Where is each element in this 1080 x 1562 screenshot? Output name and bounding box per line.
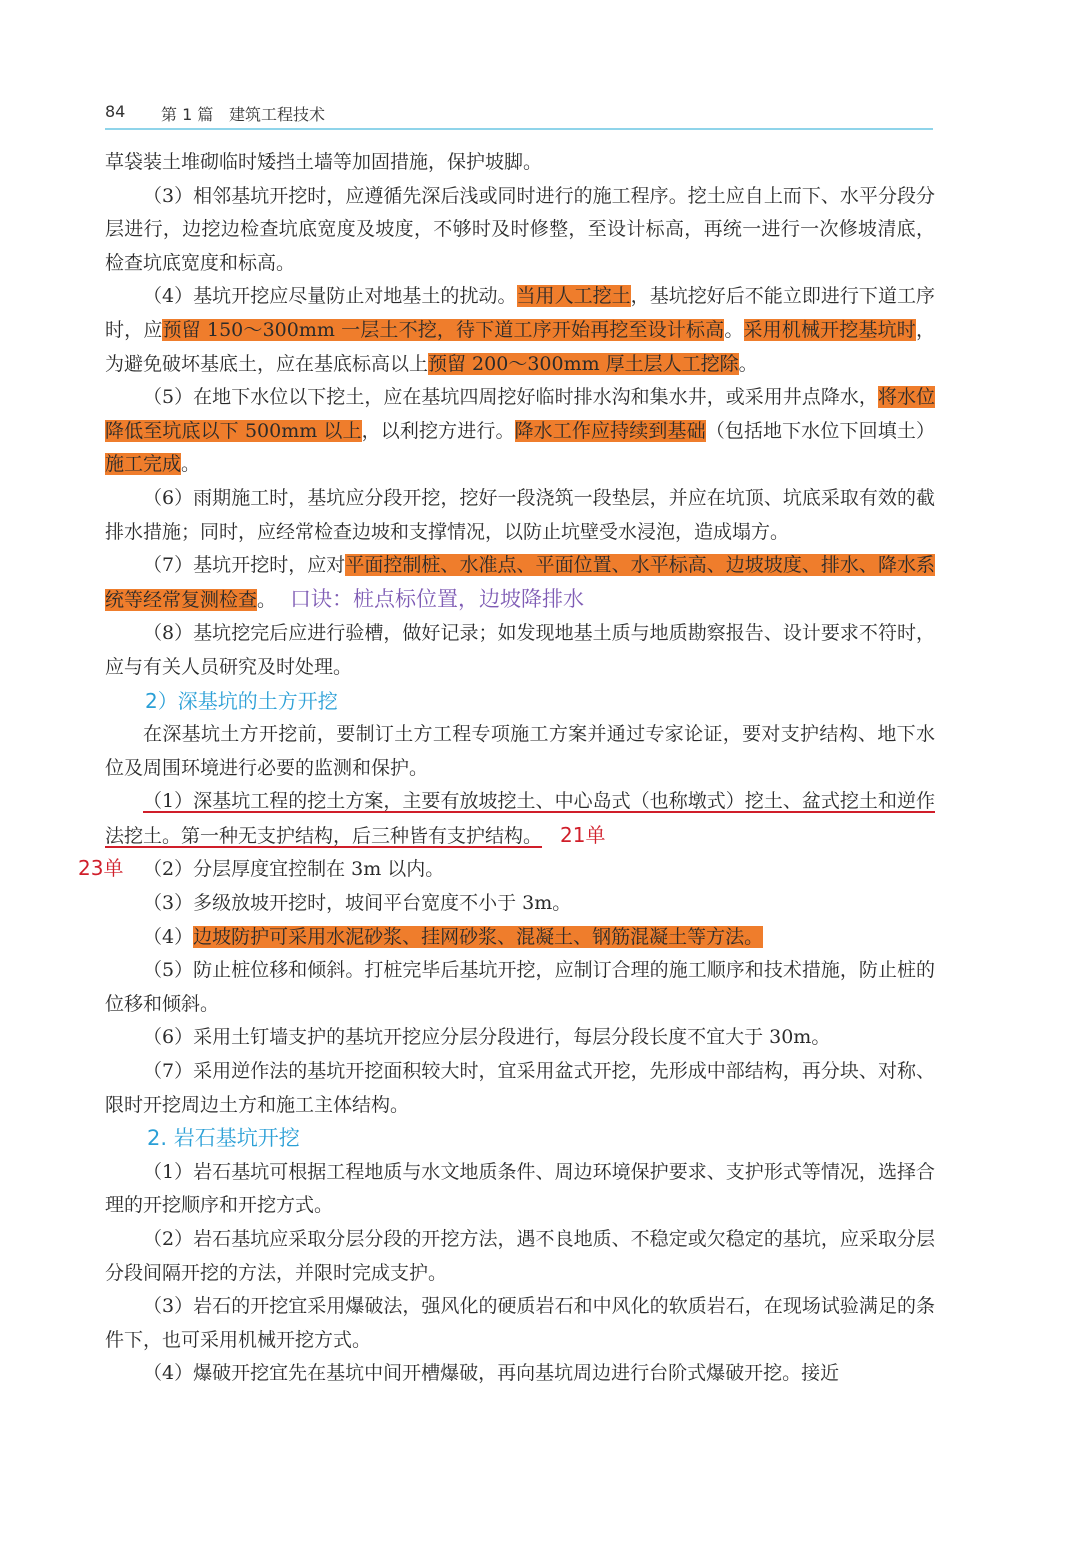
paragraph-rock-3: （3）岩石的开挖宜采用爆破法，强风化的硬质岩石和中风化的软质岩石，在现场试验满足的条件下，也可采用机械开挖方式。 <box>105 1295 935 1351</box>
text-run: 。 <box>724 318 744 341</box>
running-header <box>105 98 933 128</box>
highlight: 采用机械开挖基坑时 <box>743 318 916 341</box>
page-body <box>105 146 935 1391</box>
section-heading-deep-pit: 2）深基坑的土方开挖 <box>145 688 338 713</box>
paragraph-deep-3: （3）多级放坡开挖时，坡间平台宽度不小于 3m。 <box>143 892 572 915</box>
paragraph-rock-4: （4）爆破开挖宜先在基坑中间开槽爆破，再向基坑周边进行台阶式爆破开挖。接近 <box>143 1362 840 1385</box>
handwritten-note-21: 21单 <box>560 822 606 847</box>
part-title: 建筑工程技术 <box>229 105 326 124</box>
paragraph-rock-2: （2）岩石基坑应采取分层分段的开挖方法，遇不良地质、不稳定或欠稳定的基坑，应采取分层分段间隔开挖的方法，并限时完成支护。 <box>105 1228 935 1284</box>
highlight: 预留 150～300mm 一层土不挖，待下道工序开始再挖至设计标高 <box>162 318 725 341</box>
header-rule <box>105 128 933 130</box>
text-run: （5）在地下水位以下挖土，应在基坑四周挖好临时排水沟和集水井，或采用井点降水， <box>143 386 878 409</box>
paragraph-deep-intro: 在深基坑土方开挖前，要制订土方工程专项施工方案并通过专家论证，要对支护结构、地下水位及周围环境进行必要的监测和保护。 <box>105 723 935 779</box>
text-run: 。 <box>738 352 758 375</box>
text-run: ，为避免破坏基底土，应在基底标高以上 <box>105 318 935 375</box>
section-heading-rock-pit: 2. 岩石基坑开挖 <box>147 1126 300 1151</box>
paragraph-6: （6）雨期施工时，基坑应分段开挖，挖好一段浇筑一段垫层，并应在坑顶、坑底采取有效的截排水措施；同时，应经常检查边坡和支撑情况，以防止坑壁受水浸泡，造成塌方。 <box>105 486 935 543</box>
text-run: （4）基坑开挖应尽量防止对地基土的扰动。 <box>143 285 517 308</box>
handwritten-note-23: 23单 <box>78 856 124 880</box>
paragraph-5 <box>105 381 935 482</box>
red-underline: （1）深基坑工程的挖土方案，主要有放坡挖土、中心岛式（也称墩式）挖土、盆式挖土和逆作法挖土。第一种无支护结构，后三种皆有支护结构。 <box>105 790 935 847</box>
text-run: 。 <box>257 588 277 611</box>
mnemonic-note: 口诀：桩点标位置，边坡降排水 <box>290 586 585 611</box>
paragraph-continued: 草袋装土堆砌临时矮挡土墙等加固措施，保护坡脚。 <box>105 151 543 173</box>
paragraph-8: （8）基坑挖完后应进行验槽，做好记录；如发现地基土质与地质勘察报告、设计要求不符时，应与有关人员研究及时处理。 <box>105 622 935 678</box>
paragraph-rock-1: （1）岩石基坑可根据工程地质与水文地质条件、周边环境保护要求、支护形式等情况，选择合理的开挖顺序和开挖方式。 <box>105 1160 935 1217</box>
highlight: 预留 200～300mm 厚土层人工挖除 <box>428 352 739 375</box>
paragraph-deep-2: （2）分层厚度宜控制在 3m 以内。 <box>143 858 445 881</box>
part-label: 第 1 篇 <box>161 105 214 124</box>
paragraph-4 <box>105 280 935 381</box>
highlight: 当用人工挖土 <box>516 285 631 308</box>
paragraph-deep-1 <box>105 785 935 853</box>
text-run: ，基坑挖好后不能立即进行下道工序时，应 <box>105 285 935 341</box>
text-run: （7）基坑开挖时，应对 <box>143 554 346 577</box>
paragraph-7 <box>105 549 935 617</box>
highlight: 降水工作应持续到基础 <box>514 419 706 442</box>
highlight: 平面控制桩、水准点、平面位置、水平标高、边坡坡度、排水、降水系统等经常复测检查 <box>105 554 935 611</box>
paragraph-deep-7: （7）采用逆作法的基坑开挖面积较大时，宜采用盆式开挖，先形成中部结构，再分块、对称、限时开挖周边土方和施工主体结构。 <box>105 1060 935 1116</box>
highlight: 施工完成 <box>105 453 182 476</box>
paragraph-3: （3）相邻基坑开挖时，应遵循先深后浅或同时进行的施工程序。挖土应自上而下、水平分段分层进行，边挖边检查坑底宽度及坡度，不够时及时修整，至设计标高，再统一进行一次修坡清底，检查坑底宽度和标高。 <box>105 184 935 274</box>
text-run: （4） <box>143 925 194 948</box>
text-run: 。 <box>181 453 201 476</box>
highlight: 将水位降低至坑底以下 500mm 以上 <box>105 386 935 442</box>
text-run: ，以利挖方进行。 <box>361 419 515 442</box>
page-number: 84 <box>105 102 126 121</box>
highlight: 边坡防护可采用水泥砂浆、挂网砂浆、混凝土、钢筋混凝土等方法。 <box>193 925 764 948</box>
text-run: （包括地下水位下回填土） <box>705 419 935 442</box>
paragraph-deep-6: （6）采用土钉墙支护的基坑开挖应分层分段进行，每层分段长度不宜大于 30m。 <box>143 1026 831 1049</box>
paragraph-deep-4 <box>105 921 935 955</box>
paragraph-deep-5: （5）防止桩位移和倾斜。打桩完毕后基坑开挖，应制订合理的施工顺序和技术措施，防止桩的位移和倾斜。 <box>105 959 935 1015</box>
